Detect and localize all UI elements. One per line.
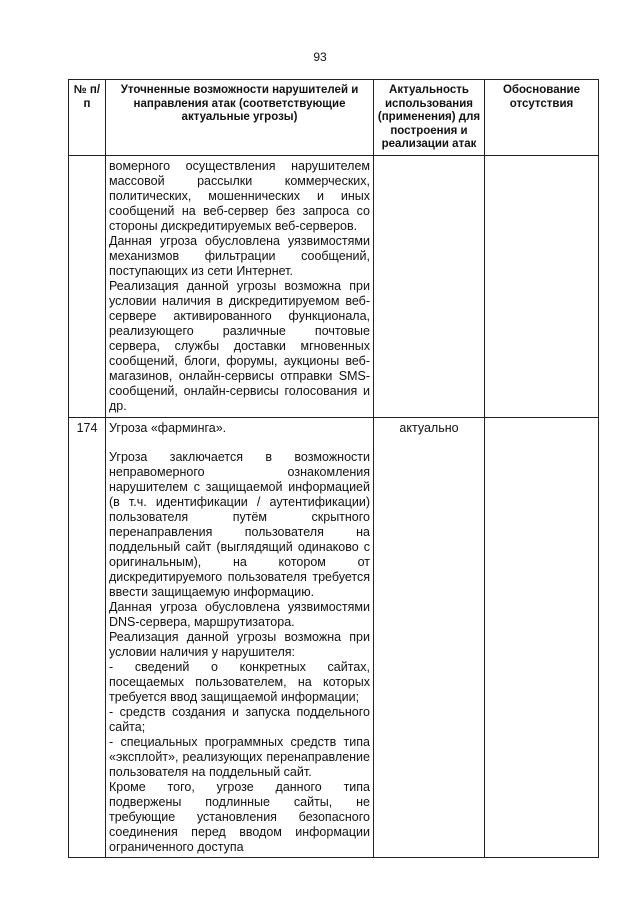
table-header-row — [69, 80, 599, 156]
header-justification: Обоснование отсутствия — [485, 80, 599, 156]
row-description — [106, 155, 374, 417]
description-paragraph: - сведений о конкретных сайтах, посещаемых пользователем, на которых требуется ввод защищаемой информации; — [109, 659, 370, 704]
row-justification — [485, 155, 599, 417]
row-relevance — [374, 155, 485, 417]
description-paragraph: - средств создания и запуска поддельного сайта; — [109, 704, 370, 734]
threat-title: Угроза «фарминга». — [109, 420, 227, 435]
table-row — [69, 155, 599, 417]
header-num: № п/п — [69, 80, 106, 156]
description-paragraph: Реализация данной угрозы возможна при условии наличия у нарушителя: — [109, 629, 370, 659]
row-description — [106, 417, 374, 857]
row-num: 174 — [69, 417, 106, 857]
description-paragraph: Реализация данной угрозы возможна при условии наличия в дискредитируемом веб-сервере активированного функционала, реализующего различные почтовые сервера, службы доставки мгновенных сообщений, блоги, форумы, аукционы веб-магазинов, онлайн-сервисы отправки SMS-сообщений, онлайн-сервисы голосования и др. — [109, 278, 370, 413]
description-paragraph: Угроза заключается в возможности неправомерного ознакомления нарушителем с защищаемой информацией (в т.ч. идентификации / аутентификации) пользователя путём скрытного перенаправления пользователя на поддельный сайт (выглядящий одинаково с оригинальным), на котором от дискредитируемого пользователя требуется ввести защищаемую информацию. — [109, 449, 370, 599]
table-row — [69, 417, 599, 857]
description-paragraph: Данная угроза обусловлена уязвимостями DNS-сервера, маршрутизатора. — [109, 599, 370, 629]
threats-table — [68, 79, 599, 858]
description-paragraph: - специальных программных средств типа «эксплойт», реализующих перенаправление пользователя на поддельный сайт. — [109, 734, 370, 779]
row-relevance: актуально — [374, 417, 485, 857]
header-relevance: Актуальность использования (применения) для построения и реализации атак — [374, 80, 485, 156]
row-num — [69, 155, 106, 417]
description-paragraph: Кроме того, угрозе данного типа подвержены подлинные сайты, не требующие установления безопасного соединения перед вводом информации ограниченного доступа — [109, 779, 370, 854]
row-justification — [485, 417, 599, 857]
header-capabilities: Уточненные возможности нарушителей и направления атак (соответствующие актуальные угрозы) — [106, 80, 374, 156]
description-paragraph: Данная угроза обусловлена уязвимостями механизмов фильтрации сообщений, поступающих из сети Интернет. — [109, 233, 370, 278]
page-number: 93 — [313, 50, 327, 64]
description-paragraph: вомерного осуществления нарушителем массовой рассылки коммерческих, политических, мошеннических и иных сообщений на веб-сервер без запроса со стороны дискредитируемых веб-серверов. — [109, 158, 370, 233]
